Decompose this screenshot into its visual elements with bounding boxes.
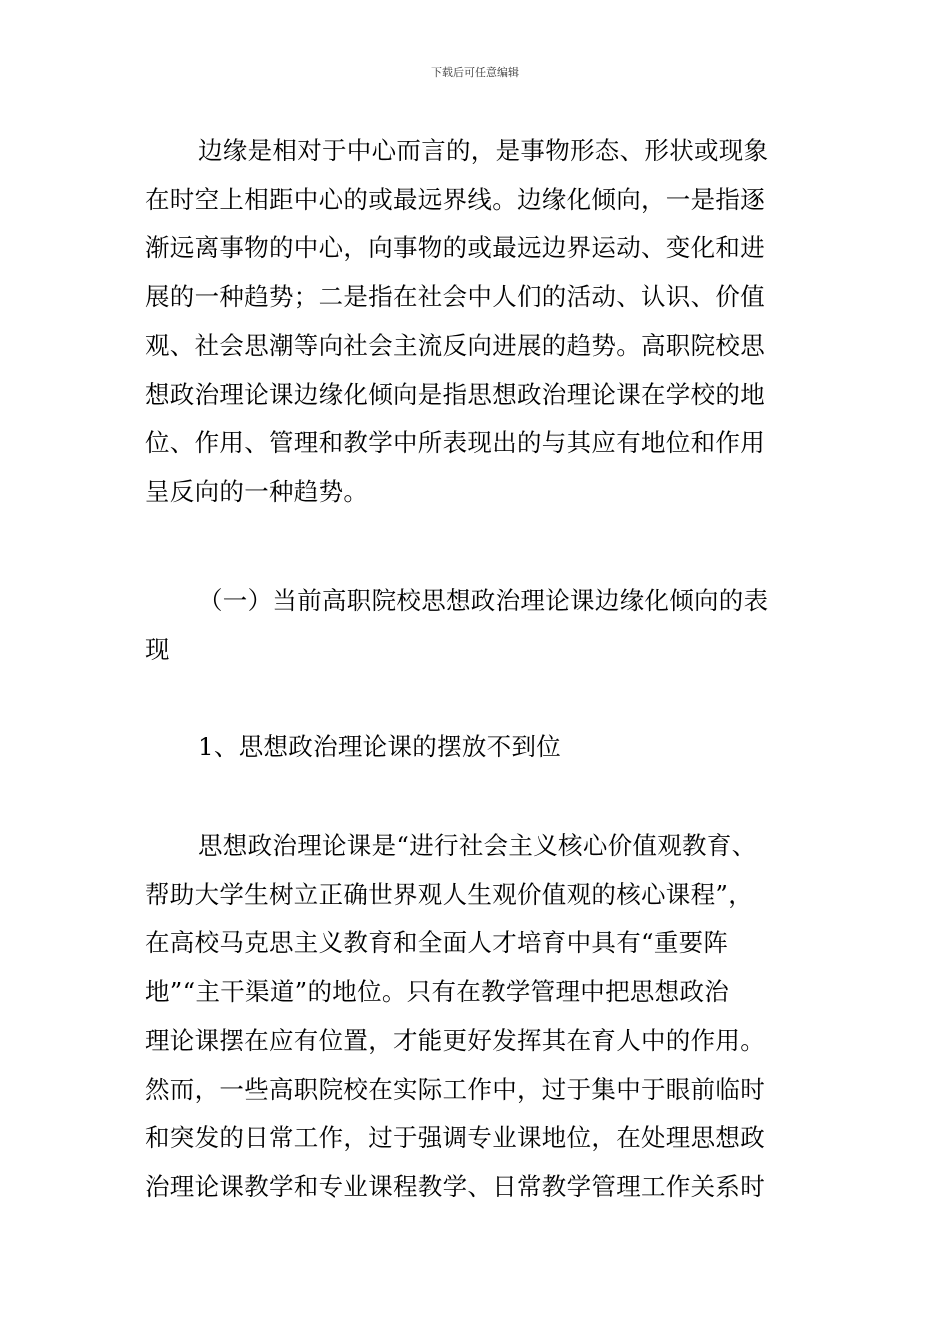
text-line: 渐远离事物的中心，向事物的或最远边界运动、变化和进 [145,233,765,263]
text-line: 理论课摆在应有位置，才能更好发挥其在育人中的作用。 [145,1025,765,1055]
text-line: 位、作用、管理和教学中所表现出的与其应有地位和作用 [145,428,765,458]
section-heading [145,577,807,674]
page-header: 下载后可任意编辑 [431,66,519,79]
text-line: 和突发的日常工作，过于强调专业课地位，在处理思想政 [145,1123,765,1153]
text-line: 帮助大学生树立正确世界观人生观价值观的核心课程”， [145,879,754,909]
text-line: 在高校马克思主义教育和全面人才培育中具有“重要阵 [145,928,729,958]
text-line: 在时空上相距中心的或最远界线。边缘化倾向，一是指逐 [145,184,765,214]
text-line: 观、社会思潮等向社会主流反向进展的趋势。高职院校思 [145,330,765,360]
subsection-heading [145,723,807,772]
text-line: （一）当前高职院校思想政治理论课边缘化倾向的表 [198,586,769,615]
text-line: 现 [145,634,170,664]
text-line: 1、思想政治理论课的摆放不到位 [198,732,562,761]
text-line: 展的一种趋势；二是指在社会中人们的活动、认识、价值 [145,282,765,312]
text-line: 想政治理论课边缘化倾向是指思想政治理论课在学校的地 [145,379,765,409]
text-line: 边缘是相对于中心而言的，是事物形态、形状或现象 [198,136,769,165]
text-line: 呈反向的一种趋势。 [145,476,369,506]
paragraph-body [145,822,807,1212]
text-line: 治理论课教学和专业课程教学、日常教学管理工作关系时 [145,1171,765,1201]
text-line: 思想政治理论课是“进行社会主义核心价值观教育、 [198,831,757,860]
text-line: 然而，一些高职院校在实际工作中，过于集中于眼前临时 [145,1074,765,1104]
paragraph-definition [145,127,807,517]
text-line: 地”“主干渠道”的地位。只有在教学管理中把思想政治 [145,977,730,1007]
